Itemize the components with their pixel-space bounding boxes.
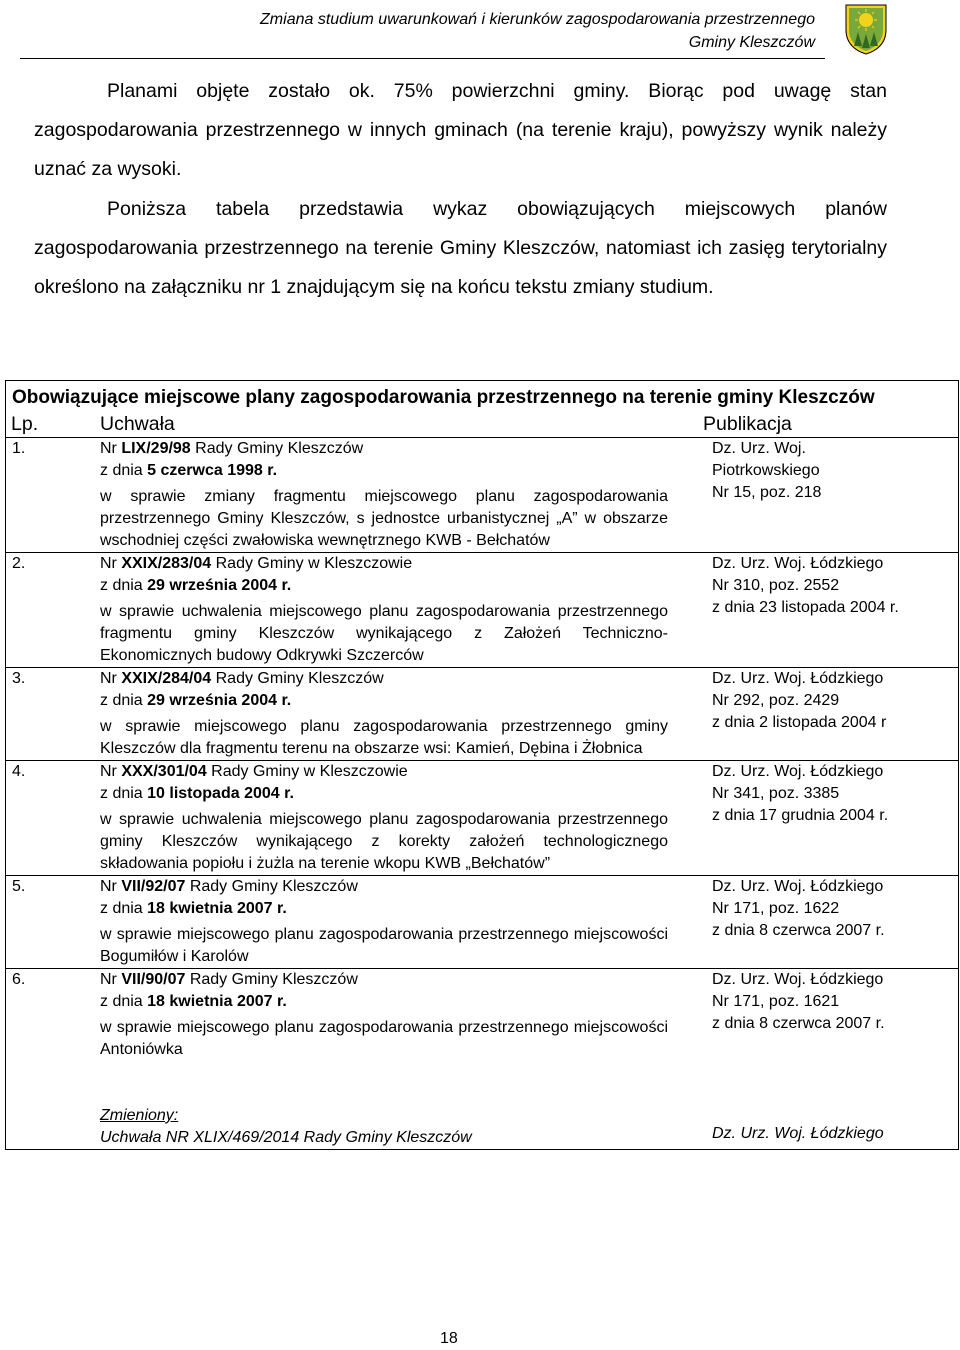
amendment-publication: Dz. Urz. Woj. Łódzkiego: [712, 1125, 884, 1142]
resolution-number: XXIX/284/04: [121, 670, 212, 687]
column-header-lp: Lp.: [6, 412, 96, 438]
resolution-number: VII/92/07: [121, 878, 186, 895]
resolution-number: LIX/29/98: [121, 440, 191, 457]
resolution-date: 29 września 2004 r.: [147, 692, 292, 709]
table-row: [6, 668, 959, 761]
amendment-note: [100, 1105, 668, 1149]
resolution-description: w sprawie zmiany fragmentu miejscowego planu zagospodarowania przestrzennego Gminy Kleszczów, s jednostce urbanistycznej „A” w obszarze wschodniej części zwałowiska wewnętrznego KWB - Bełchatów: [100, 488, 668, 549]
table-row: [6, 438, 959, 553]
table-title: Obowiązujące miejscowe plany zagospodarowania przestrzennego na terenie gminy Kleszczów: [6, 381, 959, 413]
resolution-description: w sprawie miejscowego planu zagospodarowania przestrzennego gminy Kleszczów dla fragmentu terenu na obszarze wsi: Kamień, Dębina i Żłobnica: [100, 718, 668, 757]
row-uchwala: Nr XXX/301/04 Rady Gminy w Kleszczowie z dnia 10 listopada 2004 r. w sprawie uchwalenia miejscowego planu zagospodarowania przestrzennego gminy Kleszczów wynikającego z korekty założeń technologicznego składowania popiołu i żużla na terenie wkopu KWB „Bełchatów”: [95, 761, 698, 876]
resolution-description: w sprawie miejscowego planu zagospodarowania przestrzennego miejscowości Bogumiłów i Karolów: [100, 926, 668, 965]
row-uchwala: Nr LIX/29/98 Rady Gminy Kleszczów z dnia 5 czerwca 1998 r. w sprawie zmiany fragmentu miejscowego planu zagospodarowania przestrzennego Gminy Kleszczów, s jednostce urbanistycznej „A” w obszarze wschodniej części zwałowiska wewnętrznego KWB - Bełchatów: [95, 438, 698, 553]
header-subtitle: Gminy Kleszczów: [688, 34, 815, 51]
table-row: [6, 969, 959, 1150]
page-number: 18: [440, 1330, 458, 1347]
row-publikacja: Dz. Urz. Woj. Łódzkiego Nr 171, poz. 1621 z dnia 8 czerwca 2007 r. Dz. Urz. Woj. Łódzkiego: [698, 969, 959, 1150]
table-row: [6, 553, 959, 668]
table-row: [6, 761, 959, 876]
resolution-number: VII/90/07: [121, 971, 186, 988]
resolution-description: w sprawie uchwalenia miejscowego planu zagospodarowania przestrzennego gminy Kleszczów wynikającego z korekty założeń technologicznego składowania popiołu i żużla na terenie wkopu KWB „Bełchatów”: [100, 811, 668, 872]
row-lp: 1.: [6, 438, 96, 553]
resolution-number: XXX/301/04: [121, 763, 207, 780]
row-publikacja: Dz. Urz. Woj. Łódzkiego Nr 292, poz. 2429 z dnia 2 listopada 2004 r: [698, 668, 959, 761]
row-lp: 2.: [6, 553, 96, 668]
row-uchwala: Nr XXIX/284/04 Rady Gminy Kleszczów z dnia 29 września 2004 r. w sprawie miejscowego planu zagospodarowania przestrzennego gminy Kleszczów dla fragmentu terenu na obszarze wsi: Kamień, Dębina i Żłobnica: [95, 668, 698, 761]
row-publikacja: Dz. Urz. Woj. Łódzkiego Nr 341, poz. 3385 z dnia 17 grudnia 2004 r.: [698, 761, 959, 876]
resolution-date: 18 kwietnia 2007 r.: [147, 993, 287, 1010]
row-lp: 6.: [6, 969, 96, 1150]
paragraph-intro: Planami objęte zostało ok. 75% powierzchni gminy. Biorąc pod uwagę stan zagospodarowania przestrzennego w innych gminach (na terenie kraju), powyższy wynik należy uznać za wysoki.: [34, 80, 887, 180]
amendment-label: Zmieniony:: [100, 1107, 179, 1124]
header-title: Zmiana studium uwarunkowań i kierunków zagospodarowania przestrzennego: [260, 11, 815, 28]
header-rule: [20, 58, 825, 59]
column-header-publikacja: Publikacja: [698, 412, 959, 438]
row-lp: 3.: [6, 668, 96, 761]
row-publikacja: Dz. Urz. Woj. Piotrkowskiego Nr 15, poz. 218: [698, 438, 959, 553]
plans-table: [5, 380, 959, 1150]
resolution-date: 5 czerwca 1998 r.: [147, 462, 278, 479]
row-lp: 5.: [6, 876, 96, 969]
column-header-uchwala: Uchwała: [95, 412, 698, 438]
row-lp: 4.: [6, 761, 96, 876]
resolution-date: 29 września 2004 r.: [147, 577, 292, 594]
row-uchwala: Nr VII/92/07 Rady Gminy Kleszczów z dnia 18 kwietnia 2007 r. w sprawie miejscowego planu zagospodarowania przestrzennego miejscowości Bogumiłów i Karolów: [95, 876, 698, 969]
row-publikacja: Dz. Urz. Woj. Łódzkiego Nr 171, poz. 1622 z dnia 8 czerwca 2007 r.: [698, 876, 959, 969]
resolution-date: 10 listopada 2004 r.: [147, 785, 294, 802]
row-publikacja: Dz. Urz. Woj. Łódzkiego Nr 310, poz. 2552 z dnia 23 listopada 2004 r.: [698, 553, 959, 668]
resolution-date: 18 kwietnia 2007 r.: [147, 900, 287, 917]
table-header-row: [6, 412, 959, 438]
row-uchwala: Nr XXIX/283/04 Rady Gminy w Kleszczowie z dnia 29 września 2004 r. w sprawie uchwalenia miejscowego planu zagospodarowania przestrzennego fragmentu gminy Kleszczów wynikającego z Założeń Techniczno-Ekonomicznych budowy Odkrywki Szczerców: [95, 553, 698, 668]
coat-of-arms-icon: [842, 2, 890, 56]
table-row: [6, 876, 959, 969]
resolution-description: w sprawie miejscowego planu zagospodarowania przestrzennego miejscowości Antoniówka: [100, 1019, 668, 1058]
paragraph-table-intro: Poniższa tabela przedstawia wykaz obowiązujących miejscowych planów zagospodarowania przestrzennego na terenie Gminy Kleszczów, natomiast ich zasięg terytorialny określono na załączniku nr 1 znajdującym się na końcu tekstu zmiany studium.: [34, 198, 887, 298]
resolution-description: w sprawie uchwalenia miejscowego planu zagospodarowania przestrzennego fragmentu gminy Kleszczów wynikającego z Założeń Techniczno-Ekonomicznych budowy Odkrywki Szczerców: [100, 603, 668, 664]
page-header: [0, 0, 960, 60]
row-uchwala: Nr VII/90/07 Rady Gminy Kleszczów z dnia 18 kwietnia 2007 r. w sprawie miejscowego planu zagospodarowania przestrzennego miejscowości Antoniówka Zmieniony: Uchwała NR XLIX/469/2014 Rady Gminy Kleszczów: [95, 969, 698, 1150]
amendment-text: Uchwała NR XLIX/469/2014 Rady Gminy Kleszczów: [100, 1129, 472, 1146]
resolution-number: XXIX/283/04: [121, 555, 212, 572]
